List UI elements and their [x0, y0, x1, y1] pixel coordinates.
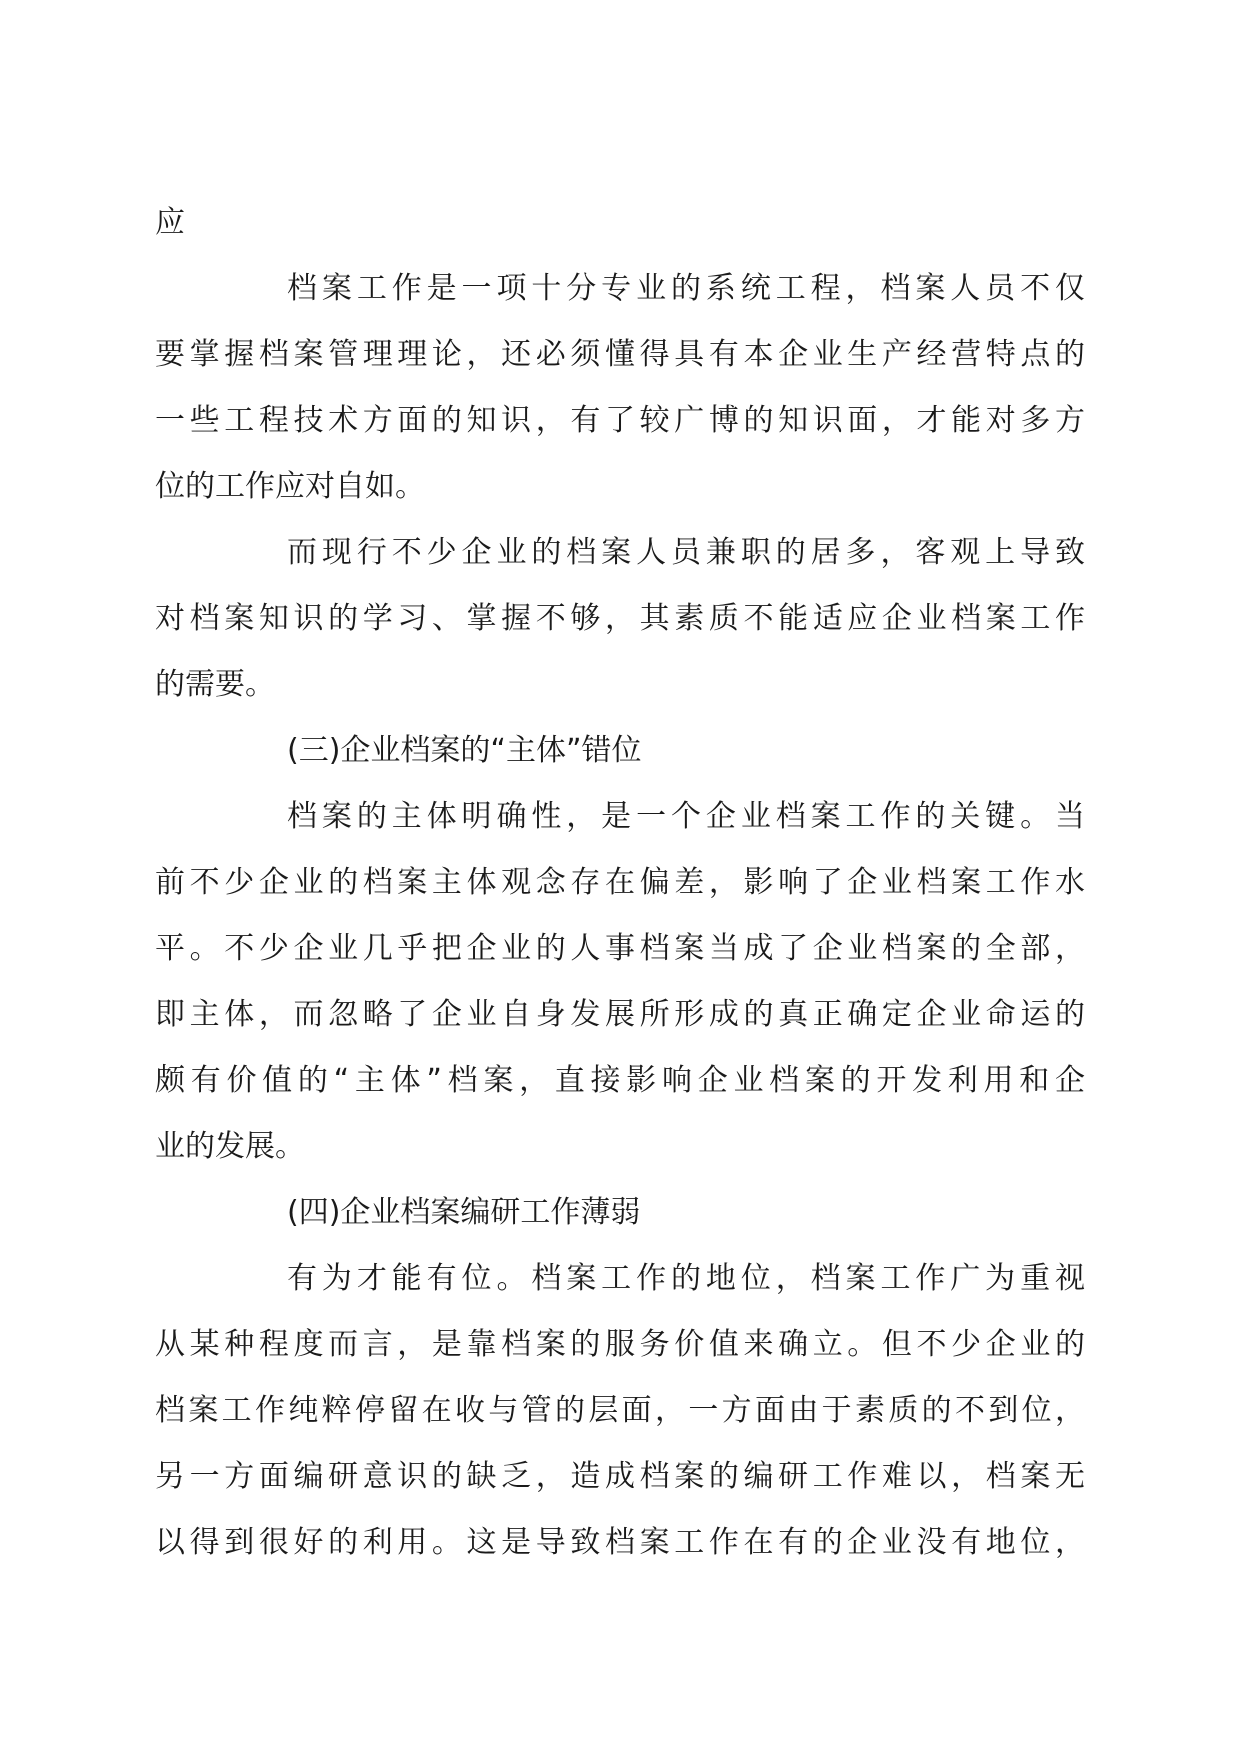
- text-line: 应: [155, 205, 185, 240]
- text-line: 要掌握档案管理理论，还必须懂得具有本企业生产经营特点的: [155, 337, 1085, 372]
- text-line: 一些工程技术方面的知识，有了较广博的知识面，才能对多方: [155, 403, 1085, 438]
- text-line: 档案工作纯粹停留在收与管的层面，一方面由于素质的不到位，: [155, 1393, 1085, 1428]
- document-body: [155, 190, 1085, 1576]
- text-line: 从某种程度而言，是靠档案的服务价值来确立。但不少企业的: [155, 1327, 1085, 1362]
- text-line: 即主体，而忽略了企业自身发展所形成的真正确定企业命运的: [155, 997, 1085, 1032]
- text-line: 档案工作是一项十分专业的系统工程，档案人员不仅: [287, 271, 1085, 306]
- text-line: 以得到很好的利用。这是导致档案工作在有的企业没有地位，: [155, 1525, 1085, 1560]
- text-line: 平。不少企业几乎把企业的人事档案当成了企业档案的全部，: [155, 931, 1085, 966]
- text-line: 位的工作应对自如。: [155, 469, 425, 504]
- text-line: 有为才能有位。档案工作的地位，档案工作广为重视: [287, 1261, 1085, 1296]
- text-line: 档案的主体明确性，是一个企业档案工作的关键。当: [287, 799, 1085, 834]
- text-line: 而现行不少企业的档案人员兼职的居多，客观上导致: [287, 535, 1085, 570]
- section-heading: (四)企业档案编研工作薄弱: [287, 1195, 641, 1230]
- text-line: 另一方面编研意识的缺乏，造成档案的编研工作难以，档案无: [155, 1459, 1085, 1494]
- section-heading: (三)企业档案的“主体”错位: [287, 733, 642, 768]
- text-line: 颇有价值的“主体”档案，直接影响企业档案的开发利用和企: [155, 1063, 1085, 1098]
- text-line: 业的发展。: [155, 1129, 305, 1164]
- text-line: 前不少企业的档案主体观念存在偏差，影响了企业档案工作水: [155, 865, 1085, 900]
- text-line: 对档案知识的学习、掌握不够，其素质不能适应企业档案工作: [155, 601, 1085, 636]
- text-line: 的需要。: [155, 667, 275, 702]
